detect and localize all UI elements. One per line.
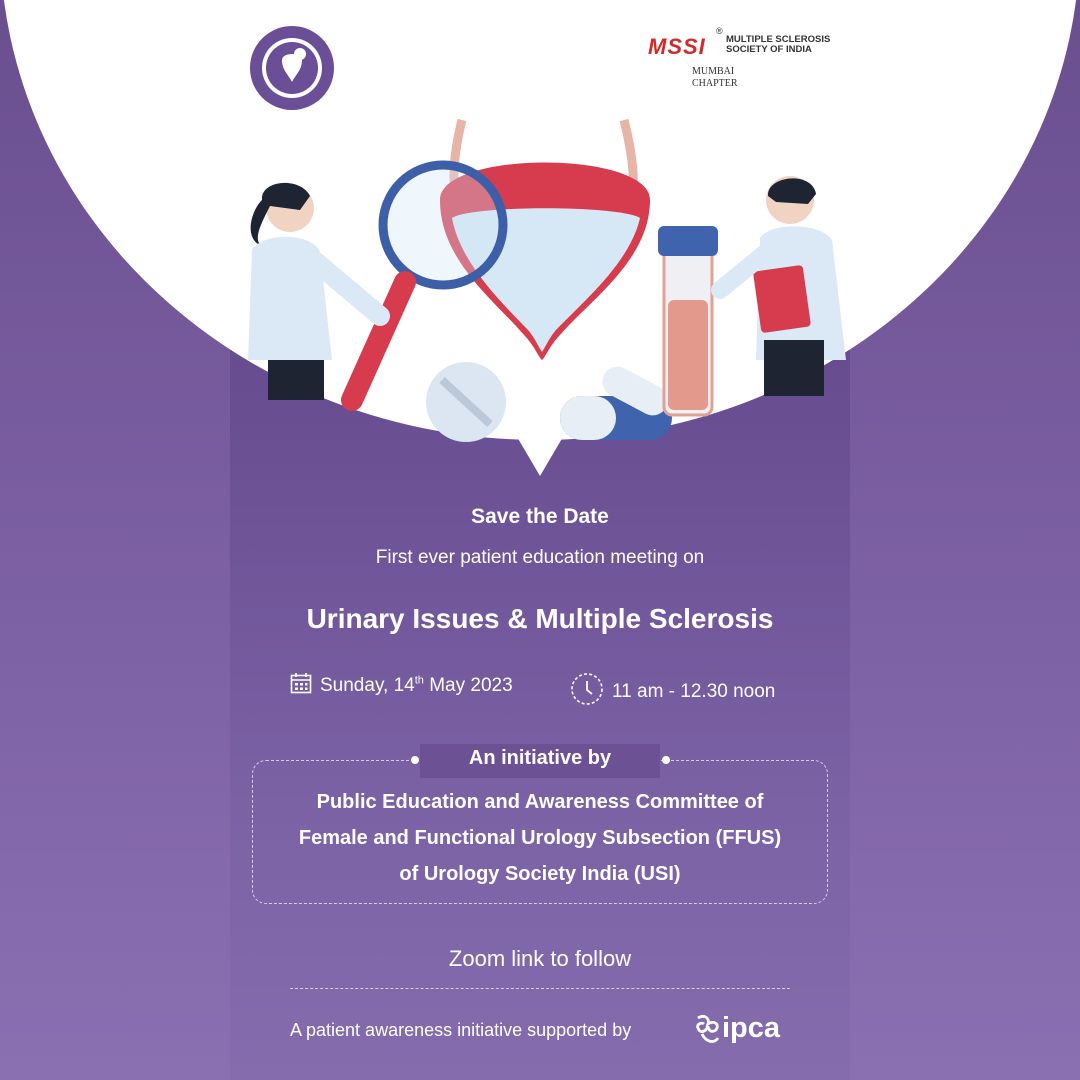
magnifier-icon: [383, 165, 503, 285]
event-title: Urinary Issues & Multiple Sclerosis: [306, 603, 774, 634]
event-intro: First ever patient education meeting on: [375, 547, 705, 568]
organizer-details: [230, 784, 850, 892]
zoom-link-note: Zoom link to follow: [448, 946, 632, 971]
mssi-full-name: [726, 35, 856, 55]
doctor-right-legs: [764, 340, 824, 396]
clock-icon: [570, 672, 604, 712]
event-time: [570, 672, 775, 702]
organizer-line3: of Urology Society India (USI): [399, 863, 681, 885]
organizer-line2: Female and Functional Urology Subsection (FFUS): [298, 827, 782, 849]
ipca-logo: [694, 1012, 794, 1048]
calendar-icon: [290, 672, 312, 700]
mssi-wordmark: MSSI: [648, 34, 706, 59]
test-tube-liquid: [668, 300, 708, 410]
mssi-registered-mark: ®: [716, 26, 723, 36]
event-time-text: 11 am - 12.30 noon: [612, 681, 776, 702]
medical-illustration: [0, 0, 1080, 480]
mssi-name-line1: MULTIPLE SCLEROSIS: [726, 34, 831, 45]
brain-emblem-icon: [294, 48, 306, 60]
mssi-logo: [648, 26, 848, 92]
initiative-heading: An initiative by: [468, 747, 612, 769]
ipca-symbol-icon: [694, 1012, 724, 1048]
footer-divider: [290, 988, 790, 989]
mssi-chapter: [692, 66, 738, 90]
clipboard-icon: [753, 265, 811, 333]
date-month-year: May 2023: [423, 675, 513, 697]
date-ordinal: th: [414, 674, 424, 687]
test-tube-cap: [658, 226, 718, 256]
ffus-usi-logo: [248, 24, 336, 112]
mssi-chapter-line2: CHAPTER: [692, 78, 738, 89]
mssi-name-line2: SOCIETY OF INDIA: [726, 44, 812, 55]
capsule-half: [560, 396, 616, 440]
doctor-left-legs: [268, 360, 324, 400]
save-the-date: Save the Date: [471, 505, 609, 528]
mssi-chapter-line1: MUMBAI: [692, 66, 735, 77]
support-text: A patient awareness initiative supported by: [290, 1020, 632, 1040]
date-day: Sunday, 14: [320, 675, 415, 697]
organizer-line1: Public Education and Awareness Committee of: [316, 791, 764, 813]
ipca-wordmark: ipca: [722, 1012, 781, 1044]
event-date: [290, 672, 513, 702]
